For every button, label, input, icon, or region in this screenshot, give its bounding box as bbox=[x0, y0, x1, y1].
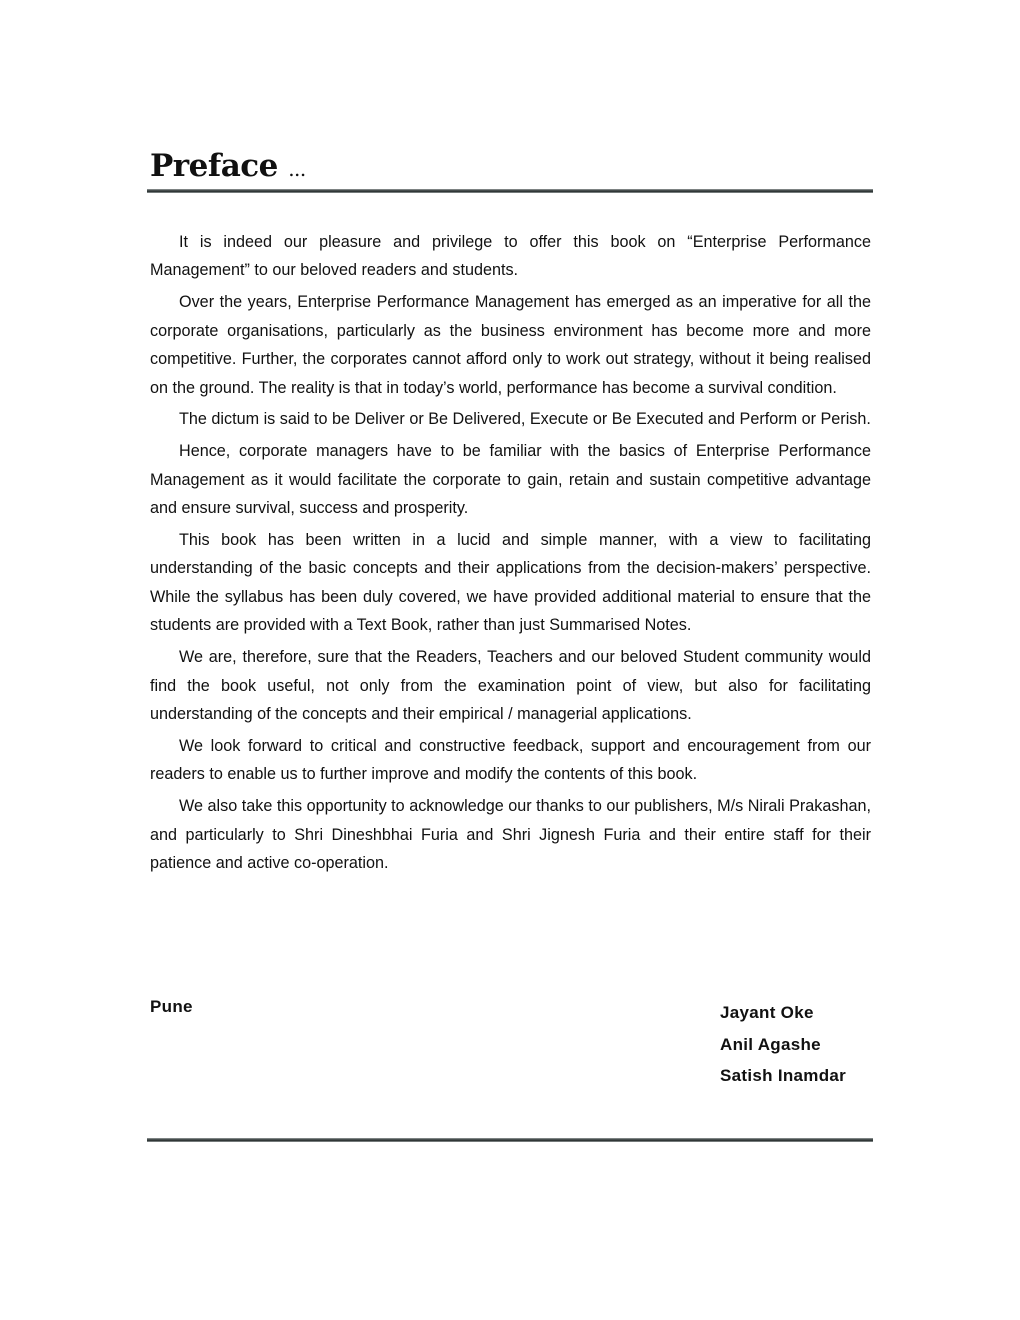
paragraph: It is indeed our pleasure and privilege to offer this book on “Enterprise Performance Management” to our beloved readers and students. bbox=[150, 233, 871, 280]
author-name: Jayant Oke bbox=[720, 1003, 814, 1022]
paragraph: This book has been written in a lucid and simple manner, with a view to facilitating understanding of the basic concepts and their applications from the decision-makers’ perspective. While the syllabus has been duly covered, we have provided additional material to ensure that the students are provided with a Text Book, rather than just Summarised Notes. bbox=[150, 531, 871, 635]
preface-body bbox=[150, 228, 871, 881]
paragraph: Over the years, Enterprise Performance Management has emerged as an imperative for all the corporate organisations, particularly as the business environment has become more and more competitive. Further, the corporates cannot afford only to work out strategy, without it being realised on the ground. The reality is that in today’s world, performance has become a survival condition. bbox=[150, 293, 871, 397]
author-name: Satish Inamdar bbox=[720, 1066, 847, 1085]
title-divider bbox=[147, 189, 873, 193]
signature-place: Pune bbox=[150, 997, 193, 1016]
paragraph: We are, therefore, sure that the Readers, Teachers and our beloved Student community would find the book useful, not only from the examination point of view, but also for facilitating understanding of the concepts and their empirical / managerial applications. bbox=[150, 648, 871, 723]
paragraph: The dictum is said to be Deliver or Be Delivered, Execute or Be Executed and Perform or Perish. bbox=[179, 410, 871, 429]
footer-divider bbox=[147, 1138, 873, 1142]
title-ellipsis: ... bbox=[288, 157, 306, 181]
paragraph: Hence, corporate managers have to be familiar with the basics of Enterprise Performance Management as it would facilitate the corporate to gain, retain and sustain competitive advantage and ensure survival, success and prosperity. bbox=[150, 442, 871, 518]
signature-authors bbox=[720, 997, 846, 1092]
title-text: Preface bbox=[150, 148, 278, 184]
page-title bbox=[150, 148, 306, 184]
paragraph: We also take this opportunity to acknowledge our thanks to our publishers, M/s Nirali Prakashan, and particularly to Shri Dineshbhai Furia and Shri Jignesh Furia and their entire staff for their patience and active co-operation. bbox=[150, 797, 871, 873]
paragraph: We look forward to critical and constructive feedback, support and encouragement from our readers to enable us to further improve and modify the contents of this book. bbox=[150, 736, 871, 784]
author-name: Anil Agashe bbox=[720, 1034, 821, 1054]
